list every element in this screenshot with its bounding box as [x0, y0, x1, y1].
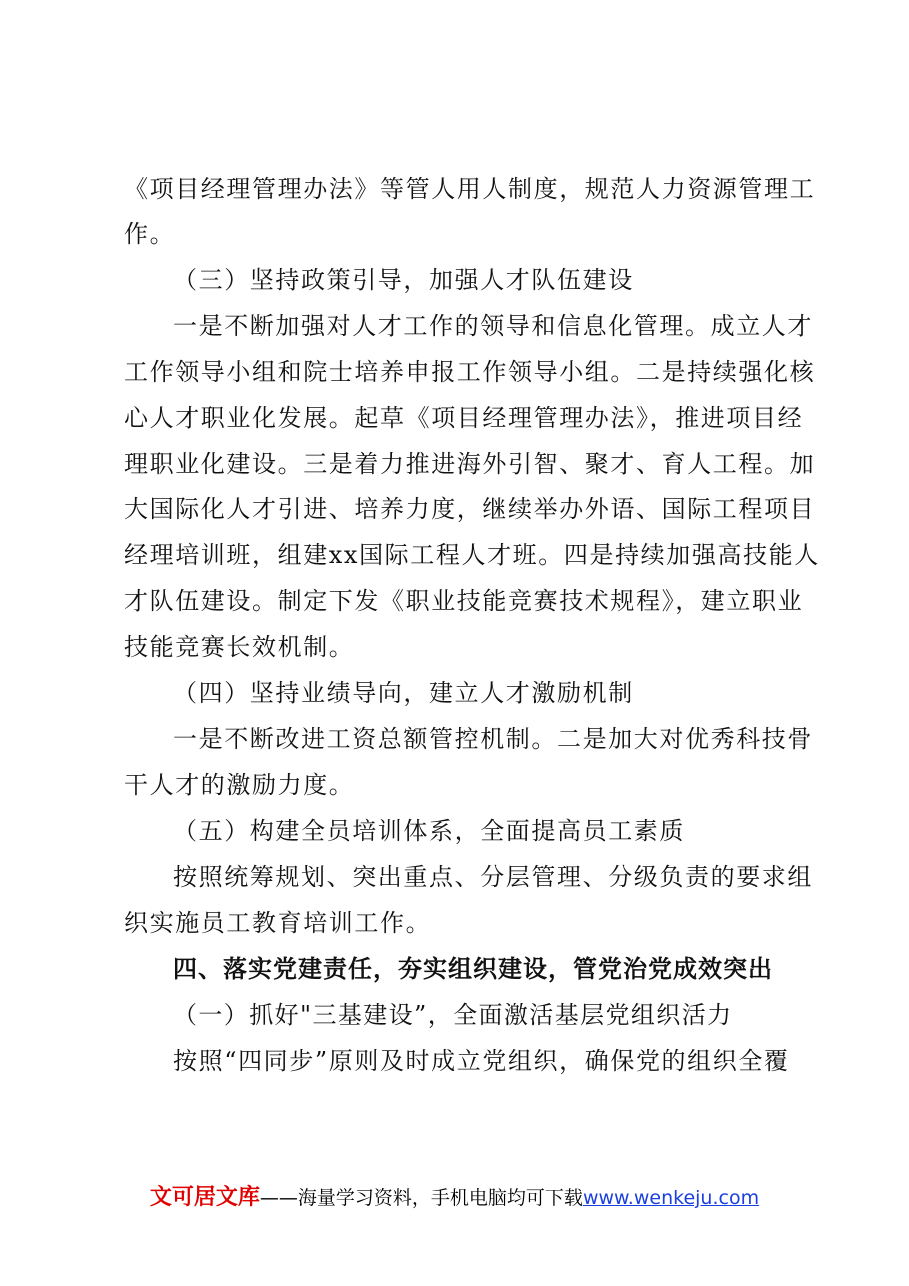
section-heading: （三）坚持政策引导，加强人才队伍建设 — [173, 266, 634, 294]
body-line: 大国际化人才引进、培养力度，继续举办外语、国际工程项目 — [124, 495, 816, 523]
body-line: 技能竞赛长效机制。 — [124, 633, 355, 661]
section-heading: （四）坚持业绩导向，建立人才激励机制 — [173, 679, 634, 707]
body-line: 作。 — [124, 220, 176, 248]
chapter-heading: 四、落实党建责任，夯实组织建设，管党治党成效突出 — [173, 954, 773, 983]
body-line: 一是不断加强对人才工作的领导和信息化管理。成立人才 — [173, 312, 813, 340]
footer — [0, 1180, 909, 1211]
body-line: 理职业化建设。三是着力推进海外引智、聚才、育人工程。加 — [124, 450, 816, 478]
footer-brand: 文可居文库 — [149, 1185, 260, 1210]
body-line: 干人才的激励力度。 — [124, 771, 355, 799]
footer-url-link[interactable]: www.wenkeju.com — [582, 1187, 760, 1209]
footer-slogan: ——海量学习资料，手机电脑均可下载 — [259, 1187, 583, 1209]
body-line: 工作领导小组和院士培养申报工作领导小组。二是持续强化核 — [124, 358, 816, 386]
section-heading: （一）抓好"三基建设”，全面激活基层党组织活力 — [173, 1001, 733, 1029]
section-heading: （五）构建全员培训体系，全面提高员工素质 — [173, 817, 685, 845]
body-line: 心人才职业化发展。起草《项目经理管理办法》，推进项目经 — [124, 404, 804, 432]
body-line: 按照统筹规划、突出重点、分层管理、分级负责的要求组 — [173, 863, 813, 891]
body-line: 织实施员工教育培训工作。 — [124, 909, 432, 937]
body-line: 按照“四同步”原则及时成立党组织，确保党的组织全覆 — [173, 1047, 790, 1075]
body-line: 一是不断改进工资总额管控机制。二是加大对优秀科技骨 — [173, 725, 813, 753]
body-line: 经理培训班，组建xx国际工程人才班。四是持续加强高技能人 — [124, 541, 820, 569]
body-line: 才队伍建设。制定下发《职业技能竞赛技术规程》，建立职业 — [124, 587, 804, 615]
body-line: 《项目经理管理办法》等管人用人制度，规范人力资源管理工 — [124, 175, 816, 203]
